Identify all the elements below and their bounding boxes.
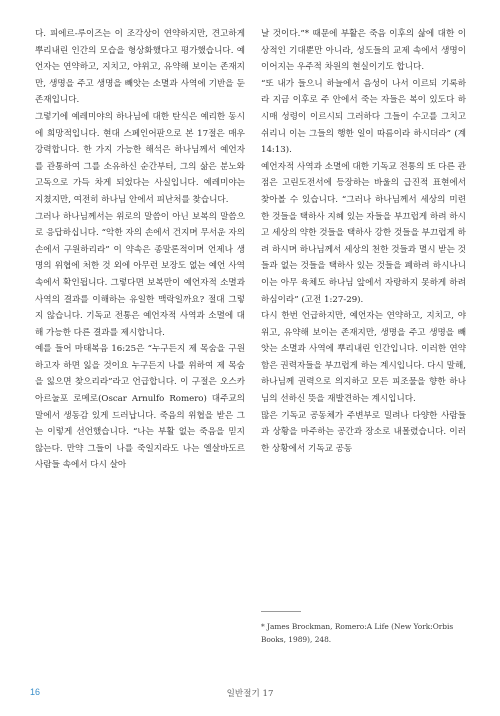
running-title: 일반절기 17 bbox=[226, 689, 274, 699]
paragraph: 그렇기에 예레미야의 하나님에 대한 탄식은 예리한 동시에 희망적입니다. 현대 스페인어판으로 본 17절은 매우 강력합니다. 한 가지 가능한 해석은 하나님께서 예언자를 관통하여 그를 소유하신 순간부터, 그의 삶은 분노와 고독으로 가득 차게 되었다는 사실입니다. 예레미야는 지쳤지만, 여전히 하나님 안에서 피난처를 찾습니다. bbox=[35, 111, 245, 205]
paragraph: 그러나 하나님께서는 위로의 말씀이 아닌 보복의 말씀으로 응답하십니다. “악한 자의 손에서 건지며 무서운 자의 손에서 구원하리라” 이 약속은 종말론적이며 언제나 생명의 위협에 처한 것 외에 아무런 보장도 없는 예언 사역 속에서 확인됩니다. 그렇다면 보복만이 예언자적 소멸과 사역의 결과를 이해하는 유일한 맥락일까요? 절대 그렇지 않습니다. 기독교 전통은 예언자적 사역과 소멸에 대해 가능한 다른 결과를 제시합니다. bbox=[35, 211, 245, 338]
paragraph: 다. 피에르-루이즈는 이 조각상이 연약하지만, 견고하게 뿌리내린 인간의 모습을 형상화했다고 평가했습니다. 예언자는 연약하고, 지치고, 야위고, 유약해 보이는 존재지만, 생명을 주고 생명을 빼앗는 소멸과 사역에 기반을 둔 존재입니다. bbox=[35, 29, 245, 106]
footnote: * James Brockman, Romero:A Life (New York:Orbis Books, 1989), 248. bbox=[261, 622, 454, 644]
left-text-column bbox=[35, 26, 245, 474]
paragraph: “또 내가 들으니 하늘에서 음성이 나서 이르되 기록하라 지금 이후로 주 안에서 죽는 자들은 복이 있도다 하시매 성령이 이르시되 그러하다 그들이 수고를 그치고 쉬리니 이는 그들의 행한 일이 따름이라 하시더라” (계 14:13). bbox=[261, 78, 466, 156]
paragraph: 많은 기독교 공동체가 주변부로 밀려나 다양한 사람들과 상황을 마주하는 공간과 장소로 내몰렸습니다. 이러한 상황에서 기독교 공동 bbox=[261, 410, 466, 454]
paragraph: 날 것이다.”* 때문에 부활은 죽음 이후의 삶에 대한 이상적인 기대뿐만 아니라, 성도들의 교제 속에서 생명이 이어지는 우주적 차원의 현실이기도 합니다. bbox=[261, 29, 466, 73]
footnote-divider bbox=[261, 611, 301, 612]
paragraph: 예를 들어 마태복음 16:25은 “누구든지 제 목숨을 구원하고자 하면 잃을 것이요 누구든지 나를 위하여 제 목숨을 잃으면 찾으리라”라고 언급합니다. 이 구절은 오스카 아르눌포 로메로(Oscar Arnulfo Romero) 대주교의 말에서 생동감 있게 드러납니다. 죽음의 위협을 받은 그는 이렇게 선언했습니다. “나는 부활 없는 죽음을 믿지 않는다. 만약 그들이 나를 죽일지라도 나는 엘살바도르 사람들 속에서 다시 살아 bbox=[35, 344, 245, 471]
paragraph: 예언자적 사역과 소멸에 대한 기독교 전통의 또 다른 관점은 고린도전서에 등장하는 바울의 급진적 표현에서 찾아볼 수 있습니다. “그러나 하나님께서 세상의 미련한 것들을 택하사 지혜 있는 자들을 부끄럽게 하려 하시고 세상의 약한 것들을 택하사 강한 것들을 부끄럽게 하려 하시며 하나님께서 세상의 천한 것들과 멸시 받는 것들과 없는 것들을 택하사 있는 것들을 폐하려 하시나니 이는 아무 육체도 하나님 앞에서 자랑하지 못하게 하려 하심이라” (고전 1:27-29). bbox=[261, 161, 466, 305]
right-text-column bbox=[261, 26, 466, 457]
paragraph: 다시 한번 언급하지만, 예언자는 연약하고, 지치고, 야위고, 유약해 보이는 존재지만, 생명을 주고 생명을 빼앗는 소멸과 사역에 뿌리내린 인간입니다. 이러한 연약함은 권력자들을 부끄럽게 하는 계시입니다. 다시 말해, 하나님께 권력으로 의지하고 모든 피조물을 향한 하나님의 선하신 뜻을 재발견하는 계시입니다. bbox=[261, 311, 466, 405]
page-number: 16 bbox=[30, 687, 41, 697]
